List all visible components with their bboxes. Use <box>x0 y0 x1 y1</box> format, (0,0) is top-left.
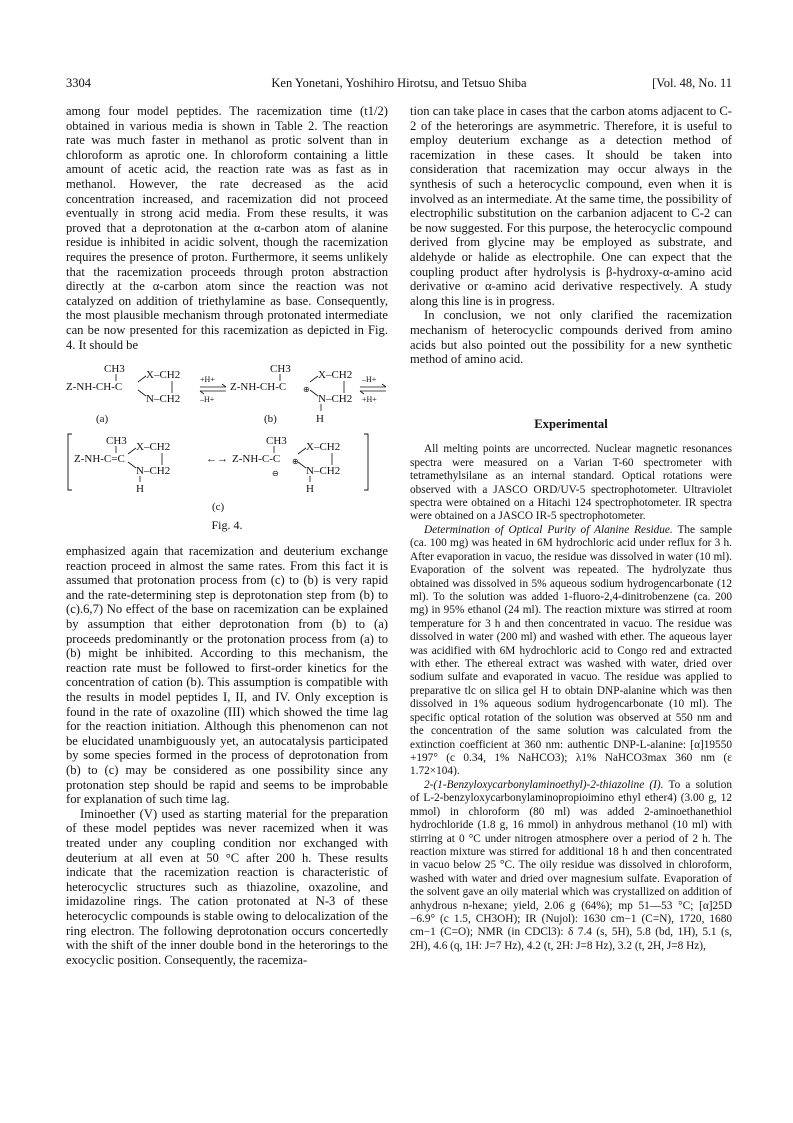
cation-charge: ⊕ <box>292 457 299 467</box>
structure-b-label: (b) <box>264 413 277 426</box>
paragraph-body: The sample (ca. 100 mg) was heated in 6M hydrochloric acid under reflux for 3 h. After evaporation in vacuo, the residue was dissolved in water (10 ml). Evaporation of the solvent was repeated. The hydrolyzate thus obtained was dissolved in 5% aqueous sodium hydrogencarbonate (12 ml). To the solution was added 1-fluoro-2,4-dinitrobenzene (ca. 200 mg) in 95% ethanol (24 ml). The reaction mixture was stirred at room temperature for 3 h and then concentrated in vacuo. The residue was dissolved in water (200 ml) and washed with ether. The aqueous layer was acidified with 6M hydrochloric acid to Congo red and extracted with ether. The ethereal extract was washed with water, dried over sodium sulfate and evaporated in vacuo. The residue was applied to preparative tlc on silica gel H to obtain DNP-alanine which was then dissolved in 1% aqueous sodium hydrogencarbonate (10 ml). The specific optical rotation of the solution was observed at 550 nm and the concentration of the same solution was calculated from the extinction coefficient at 360 nm: authentic DNP-L-alanine: [α]19550 +197° (c 0.34, 1% NaHCO3); λ1% NaHCO3max 360 nm (ε 1.72×104). <box>410 523 733 778</box>
paragraph: All melting points are uncorrected. Nuclear magnetic resonances spectra were measured on a Varian T-60 spectrometer with tetramethylsilane as an internal standard. Optical rotations were observed with a JASCO ORD/UV-5 spectrophotometer. Ultraviolet spectra were obtained on a Hitachi 124 spectrophotometer. IR spectra were obtained on a JASCO IR-5 spectrophotometer. <box>410 443 732 523</box>
subsection-title: 2-(1-Benzyloxycarbonylaminoethyl)-2-thiazoline (I). <box>424 778 664 791</box>
ring-n-label: N–CH2 <box>146 393 181 406</box>
nh-hydrogen: H <box>306 483 314 496</box>
left-column <box>66 104 388 967</box>
paragraph: tion can take place in cases that the carbon atoms adjacent to C-2 of the heterorings are asymmetric. Therefore, it is useful to employ deuterium exchange as a detection method of racemization in these cases. It should be taken into consideration that racemization may occur always in the synthesis of such a heterocyclic compound, even when it is involved as an intermediate. At the same time, the possibility of electrophilic substitution on the carbanion adjacent to C-2 can be now suggested. For this purpose, the heterocyclic compound derived from glycine may be employed as substrate, and aldehyde or halide as electrophile. One can expect that the coupling product after hydrolysis is β-hydroxy-α-amino acid derivative or α-amino acid derivative respectively. A study along this line is in progress. <box>410 104 732 308</box>
enamine-chain: Z-NH-C=C <box>74 453 125 466</box>
paragraph: Iminoether (V) used as starting material for the preparation of these model peptides was never racemized when it was treated under any coupling condition nor exchanged with deuterium at all even at 50 °C after 200 h. These results indicate that the racemization reaction is characteristic of heterocyclic structures such as thiazoline, oxazoline, and imidazoline rings. The cation protonated at N-3 of these heterocyclic compounds is stable owing to delocalization of the ring electron. The following deprotonation occurs concertedly with the shift of the inner double bond in the heterorings to the exocyclic position. Consequently, the racemiza- <box>66 806 388 967</box>
chain-label: Z-NH-CH-C <box>230 381 287 394</box>
chain-label: Z-NH-CH-C <box>66 381 123 394</box>
ring-n-label: N–CH2 <box>136 465 171 478</box>
paragraph: In conclusion, we not only clarified the racemization mechanism of heterocyclic compounds derived from amino acids but also pointed out the possibility for a new synthetic method of amino acid. <box>410 308 732 367</box>
anion-charge: ⊖ <box>272 469 279 479</box>
ring-x-label: X–CH2 <box>306 441 341 454</box>
ring-x-label: X–CH2 <box>318 369 353 382</box>
structure-a-label: (a) <box>96 413 109 426</box>
figure-4 <box>66 360 388 538</box>
structure-c-label: (c) <box>212 501 225 514</box>
paragraph: emphasized again that racemization and deuterium exchange reaction proceed in almost the same rates. From this fact it is assumed that protonation process from (c) to (b) is very rapid and the rate-determining step is deprotonation step from (b) to (c).6,7) No effect of the base on racemization can be explained by assumption that either deprotonation from (b) to (a) proceeds predominantly or the protonation process from (a) to (b) might be inhibited. According to this mechanism, the reaction rate must be followed to first-order kinetics for the concentration of cation (b). This assumption is compatible with the results in model peptides I, II, and IV. Only exception is found in the rate of oxazoline (III) which showed the time lag for the reaction initiation. Although this phenomenon can not be elucidated unambiguously yet, an autocatalysis participated by some species formed in the process of deprotonation from (b) to (c) may be considered as one possibility since any protonation step should be rapid and seems to be improbable for explanation of such time lag. <box>66 544 388 807</box>
protonation-label: +H+ <box>200 375 215 385</box>
nh-hydrogen: H <box>136 483 144 496</box>
cation-charge: ⊕ <box>303 385 310 395</box>
methyl-label: CH3 <box>106 435 127 448</box>
paragraph-body: To a solution of L-2-benzyloxycarbonylaminopropioimino ethyl ether4) (3.00 g, 12 mmol) in chloroform (80 ml) was added 2-aminoethanethiol hydrochloride (1.8 g, 16 mmol) in anhydrous methanol (10 ml) with stirring at 0 °C under nitrogen atmosphere over a period of 2 h. The reaction mixture was stirred for additional 18 h and then concentrated in vacuo below 25 °C. The oily residue was dissolved in chloroform, washed with water and dried over magnesium sulfate. Evaporation of the solvent gave an oily material which was crystallized on addition of anhydrous n-hexane; yield, 2.06 g (64%); mp 51—53 °C; [α]25D −6.9° (c 1.5, CH3OH); IR (Nujol): 1630 cm−1 (C=N), 1720, 1680 cm−1 (C=O); NMR (in CDCl3): δ 7.4 (s, 5H), 5.8 (bd, 1H), 5.1 (s, 2H), 4.6 (q, 1H: J=7 Hz), 4.2 (t, 2H: J=8 Hz), 3.2 (t, 2H, J=8 Hz), <box>410 778 732 952</box>
figure-caption: Fig. 4. <box>211 518 243 533</box>
section-heading: Experimental <box>534 416 608 431</box>
subsection-title: Determination of Optical Purity of Alanine Residue. <box>424 523 673 536</box>
protonation-label: +H+ <box>362 395 377 405</box>
methyl-label: CH3 <box>104 363 125 376</box>
page-number: 3304 <box>66 76 91 90</box>
ylide-chain: Z-NH-C-C <box>232 453 281 466</box>
ring-x-label: X–CH2 <box>136 441 171 454</box>
paragraph <box>410 779 732 953</box>
deprotonation-label: –H+ <box>362 375 377 385</box>
paragraph: among four model peptides. The racemization time (t1/2) obtained in various media is shown in Table 2. The reaction rate was much faster in methanol as protic solvent than in chloroform as aprotic one. In chloroform containing a little amount of acetic acid, the reaction rate was as fast as in methanol. However, the rate decreased as the acid concentration increased, and racemization did not proceed eventually in strong acid media. From these results, it was proved that a deprotonation at the α-carbon atom of alanine residue is inhibited in acidic solvent, though the racemization requires the presence of proton. Furthermore, it seems unlikely that the racemization proceeds through proton abstraction directly at the α-carbon atom since the reaction was not catalyzed on addition of triethylamine as base. Consequently, the most plausible mechanism through protonated intermediate can be now presented for this racemization as depicted in Fig. 4. It should be <box>66 104 388 352</box>
running-header <box>66 76 732 94</box>
running-authors: Ken Yonetani, Yoshihiro Hirotsu, and Tetsuo Shiba <box>271 76 527 90</box>
reaction-scheme <box>66 360 388 516</box>
methyl-label: CH3 <box>266 435 287 448</box>
nh-hydrogen: H <box>316 413 324 426</box>
deprotonation-label: –H+ <box>200 395 215 405</box>
ring-n-label: N–CH2 <box>306 465 341 478</box>
ring-x-label: X–CH2 <box>146 369 181 382</box>
volume-info: [Vol. 48, No. 11 <box>652 76 732 90</box>
ring-n-label: N–CH2 <box>318 393 353 406</box>
methyl-label: CH3 <box>270 363 291 376</box>
right-column <box>410 104 732 953</box>
resonance-arrow: ←→ <box>206 453 228 466</box>
paragraph <box>410 524 732 779</box>
